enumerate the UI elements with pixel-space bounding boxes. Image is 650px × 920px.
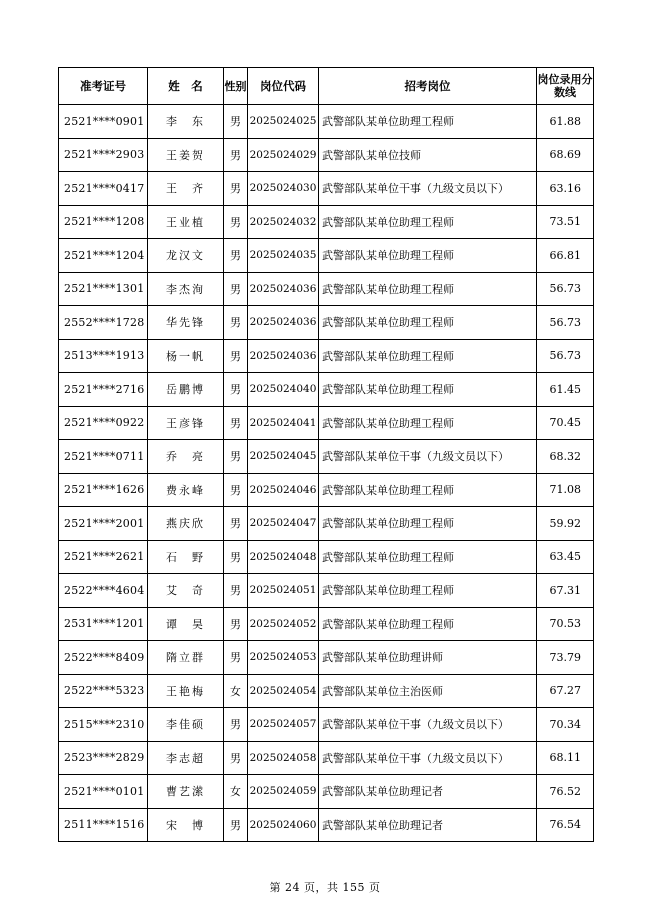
- cell-name: 王艳梅: [148, 674, 224, 708]
- cell-score: 63.16: [537, 172, 594, 206]
- cell-id: 2511****1516: [59, 808, 148, 842]
- cell-sex: 男: [224, 406, 248, 440]
- cell-code: 2025024059: [248, 775, 319, 809]
- cell-name: 王彦锋: [148, 406, 224, 440]
- cell-id: 2522****4604: [59, 574, 148, 608]
- cell-code: 2025024041: [248, 406, 319, 440]
- cell-sex: 男: [224, 205, 248, 239]
- cell-post: 武警部队某单位助理工程师: [319, 373, 537, 407]
- header-id: 准考证号: [59, 68, 148, 105]
- cell-id: 2513****1913: [59, 339, 148, 373]
- cell-post: 武警部队某单位助理记者: [319, 775, 537, 809]
- table-row: [59, 440, 594, 474]
- cell-score: 68.32: [537, 440, 594, 474]
- cell-post: 武警部队某单位主治医师: [319, 674, 537, 708]
- cell-score: 76.52: [537, 775, 594, 809]
- cell-sex: 男: [224, 607, 248, 641]
- score-table: [58, 67, 594, 842]
- cell-sex: 男: [224, 138, 248, 172]
- page-footer: 第 24 页，共 155 页: [269, 881, 381, 894]
- table-row: [59, 674, 594, 708]
- cell-name: 龙汉文: [148, 239, 224, 273]
- cell-name: 杨一帆: [148, 339, 224, 373]
- cell-score: 56.73: [537, 272, 594, 306]
- cell-post: 武警部队某单位干事（九级文员以下）: [319, 741, 537, 775]
- header-row: [59, 68, 594, 105]
- table-row: [59, 641, 594, 675]
- cell-score: 70.45: [537, 406, 594, 440]
- cell-name: 李志超: [148, 741, 224, 775]
- header-name: 姓 名: [148, 68, 224, 105]
- cell-id: 2521****1301: [59, 272, 148, 306]
- cell-sex: 男: [224, 172, 248, 206]
- cell-score: 71.08: [537, 473, 594, 507]
- cell-code: 2025024060: [248, 808, 319, 842]
- cell-name: 李 东: [148, 105, 224, 139]
- cell-code: 2025024036: [248, 339, 319, 373]
- table-row: [59, 775, 594, 809]
- cell-sex: 男: [224, 708, 248, 742]
- cell-name: 隋立群: [148, 641, 224, 675]
- cell-code: 2025024046: [248, 473, 319, 507]
- table-row: [59, 239, 594, 273]
- cell-code: 2025024054: [248, 674, 319, 708]
- cell-name: 艾 奇: [148, 574, 224, 608]
- cell-id: 2522****8409: [59, 641, 148, 675]
- table-row: [59, 105, 594, 139]
- cell-code: 2025024053: [248, 641, 319, 675]
- cell-sex: 男: [224, 540, 248, 574]
- cell-id: 2522****5323: [59, 674, 148, 708]
- cell-code: 2025024048: [248, 540, 319, 574]
- cell-code: 2025024030: [248, 172, 319, 206]
- table-row: [59, 272, 594, 306]
- cell-score: 70.53: [537, 607, 594, 641]
- cell-sex: 男: [224, 741, 248, 775]
- cell-code: 2025024058: [248, 741, 319, 775]
- cell-id: 2521****2903: [59, 138, 148, 172]
- cell-sex: 男: [224, 306, 248, 340]
- cell-id: 2531****1201: [59, 607, 148, 641]
- cell-post: 武警部队某单位干事（九级文员以下）: [319, 440, 537, 474]
- cell-id: 2521****0711: [59, 440, 148, 474]
- cell-name: 华先锋: [148, 306, 224, 340]
- table-row: [59, 808, 594, 842]
- cell-code: 2025024040: [248, 373, 319, 407]
- cell-post: 武警部队某单位助理工程师: [319, 507, 537, 541]
- cell-post: 武警部队某单位助理工程师: [319, 574, 537, 608]
- cell-sex: 男: [224, 641, 248, 675]
- table-row: [59, 574, 594, 608]
- cell-post: 武警部队某单位助理讲师: [319, 641, 537, 675]
- cell-score: 63.45: [537, 540, 594, 574]
- cell-name: 王 齐: [148, 172, 224, 206]
- cell-score: 70.34: [537, 708, 594, 742]
- table-row: [59, 741, 594, 775]
- cell-sex: 男: [224, 574, 248, 608]
- cell-post: 武警部队某单位干事（九级文员以下）: [319, 708, 537, 742]
- cell-score: 67.27: [537, 674, 594, 708]
- cell-code: 2025024047: [248, 507, 319, 541]
- table-row: [59, 607, 594, 641]
- cell-post: 武警部队某单位助理工程师: [319, 272, 537, 306]
- header-post: 招考岗位: [319, 68, 537, 105]
- cell-name: 燕庆欣: [148, 507, 224, 541]
- table-row: [59, 306, 594, 340]
- cell-sex: 男: [224, 105, 248, 139]
- cell-id: 2552****1728: [59, 306, 148, 340]
- cell-id: 2521****1208: [59, 205, 148, 239]
- cell-id: 2521****1626: [59, 473, 148, 507]
- table-row: [59, 473, 594, 507]
- table-row: [59, 540, 594, 574]
- cell-post: 武警部队某单位助理工程师: [319, 406, 537, 440]
- cell-code: 2025024025: [248, 105, 319, 139]
- cell-id: 2521****1204: [59, 239, 148, 273]
- table-row: [59, 138, 594, 172]
- cell-sex: 男: [224, 507, 248, 541]
- cell-sex: 女: [224, 775, 248, 809]
- cell-id: 2521****2001: [59, 507, 148, 541]
- cell-name: 王姜贺: [148, 138, 224, 172]
- cell-name: 费永峰: [148, 473, 224, 507]
- cell-score: 59.92: [537, 507, 594, 541]
- table-row: [59, 339, 594, 373]
- table-row: [59, 373, 594, 407]
- cell-post: 武警部队某单位助理工程师: [319, 473, 537, 507]
- cell-id: 2521****0922: [59, 406, 148, 440]
- cell-name: 岳鹏博: [148, 373, 224, 407]
- cell-id: 2521****2716: [59, 373, 148, 407]
- cell-name: 曹艺潆: [148, 775, 224, 809]
- cell-name: 李佳硕: [148, 708, 224, 742]
- header-code: 岗位代码: [248, 68, 319, 105]
- cell-post: 武警部队某单位助理工程师: [319, 306, 537, 340]
- cell-name: 李杰洵: [148, 272, 224, 306]
- cell-score: 56.73: [537, 339, 594, 373]
- cell-post: 武警部队某单位助理工程师: [319, 339, 537, 373]
- cell-score: 73.51: [537, 205, 594, 239]
- cell-score: 56.73: [537, 306, 594, 340]
- header-sex: 性别: [224, 68, 248, 105]
- cell-sex: 男: [224, 808, 248, 842]
- cell-score: 66.81: [537, 239, 594, 273]
- cell-sex: 男: [224, 440, 248, 474]
- cell-id: 2521****0901: [59, 105, 148, 139]
- cell-code: 2025024052: [248, 607, 319, 641]
- cell-name: 王业植: [148, 205, 224, 239]
- cell-sex: 男: [224, 239, 248, 273]
- table-row: [59, 406, 594, 440]
- cell-code: 2025024036: [248, 272, 319, 306]
- cell-score: 76.54: [537, 808, 594, 842]
- cell-name: 谭 昊: [148, 607, 224, 641]
- cell-name: 石 野: [148, 540, 224, 574]
- cell-code: 2025024057: [248, 708, 319, 742]
- cell-sex: 男: [224, 339, 248, 373]
- cell-score: 73.79: [537, 641, 594, 675]
- table-row: [59, 205, 594, 239]
- cell-sex: 男: [224, 272, 248, 306]
- table-row: [59, 507, 594, 541]
- cell-score: 68.11: [537, 741, 594, 775]
- cell-post: 武警部队某单位助理工程师: [319, 205, 537, 239]
- cell-score: 67.31: [537, 574, 594, 608]
- cell-post: 武警部队某单位技师: [319, 138, 537, 172]
- cell-sex: 男: [224, 473, 248, 507]
- cell-score: 61.45: [537, 373, 594, 407]
- cell-sex: 男: [224, 373, 248, 407]
- cell-post: 武警部队某单位助理工程师: [319, 239, 537, 273]
- cell-code: 2025024035: [248, 239, 319, 273]
- cell-score: 68.69: [537, 138, 594, 172]
- cell-post: 武警部队某单位助理记者: [319, 808, 537, 842]
- table-row: [59, 708, 594, 742]
- header-score: 岗位录用分数线: [537, 68, 594, 105]
- table-row: [59, 172, 594, 206]
- cell-post: 武警部队某单位助理工程师: [319, 607, 537, 641]
- cell-id: 2521****0417: [59, 172, 148, 206]
- cell-code: 2025024029: [248, 138, 319, 172]
- cell-sex: 女: [224, 674, 248, 708]
- cell-post: 武警部队某单位助理工程师: [319, 105, 537, 139]
- cell-code: 2025024045: [248, 440, 319, 474]
- cell-id: 2521****2621: [59, 540, 148, 574]
- cell-post: 武警部队某单位干事（九级文员以下）: [319, 172, 537, 206]
- cell-code: 2025024036: [248, 306, 319, 340]
- cell-id: 2515****2310: [59, 708, 148, 742]
- cell-name: 乔 亮: [148, 440, 224, 474]
- cell-id: 2523****2829: [59, 741, 148, 775]
- cell-id: 2521****0101: [59, 775, 148, 809]
- cell-score: 61.88: [537, 105, 594, 139]
- table-body: [59, 105, 594, 842]
- cell-name: 宋 博: [148, 808, 224, 842]
- cell-code: 2025024051: [248, 574, 319, 608]
- cell-code: 2025024032: [248, 205, 319, 239]
- cell-post: 武警部队某单位助理工程师: [319, 540, 537, 574]
